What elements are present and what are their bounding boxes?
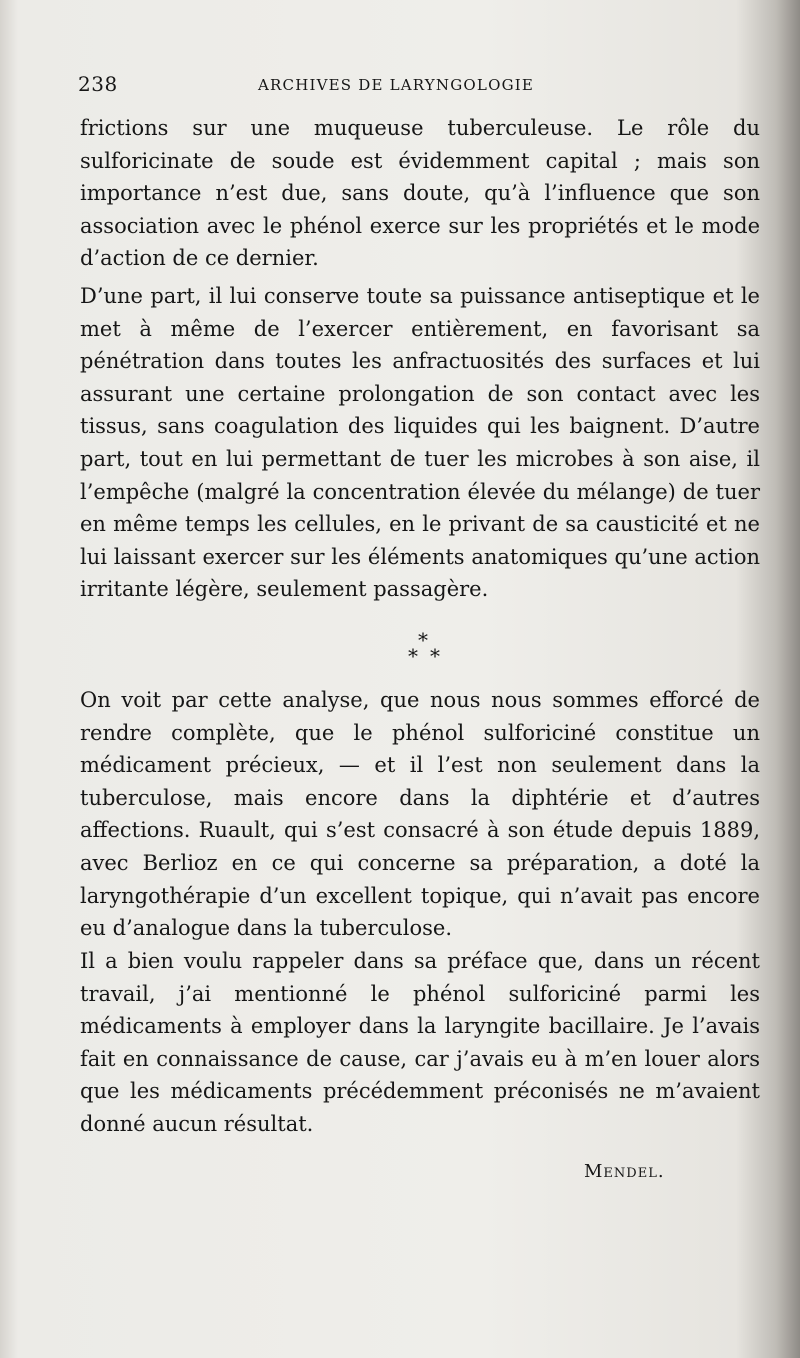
paragraph-1 bbox=[80, 112, 760, 275]
paragraph-3 bbox=[80, 684, 760, 945]
separator-star: * bbox=[430, 644, 440, 668]
paragraph-text: Il a bien voulu rappeler dans sa préface que, dans un récent travail, j’ai mentionné le phénol sulforiciné parmi les médicaments à employer dans la laryngite bacillaire. Je l’avais fait en connaissance de cause, car j’avais eu à m’en louer alors que les médicaments précédemment préconisés ne m’avaient donné aucun résultat. bbox=[80, 949, 760, 1136]
paragraph-text: On voit par cette analyse, que nous nous sommes efforcé de rendre complète, que le phénol sulforiciné constitue un médicament précieux, — et il l’est non seulement dans la tuberculose, mais encore dans la diphtérie et d’autres affections. Ruault, qui s’est consacré à son étude depuis 1889, avec Berlioz en ce qui concerne sa préparation, a doté la laryngothérapie d’un excellent topique, qui n’avait pas encore eu d’analogue dans la tuberculose. bbox=[80, 688, 760, 941]
page-number: 238 bbox=[78, 72, 118, 96]
running-head: ARCHIVES DE LARYNGOLOGIE bbox=[258, 76, 535, 94]
separator-star: * bbox=[418, 628, 428, 652]
page-header bbox=[78, 72, 578, 100]
paragraph-text: frictions sur une muqueuse tuberculeuse. Le rôle du sulforicinate de soude est évidemment capital ; mais son importance n’est due, sans doute, qu’à l’influence que son association avec le phénol exerce sur les propriétés et le mode d’action de ce dernier. bbox=[80, 116, 760, 271]
separator-star: * bbox=[408, 644, 418, 668]
paragraph-text: D’une part, il lui conserve toute sa puissance antiseptique et le met à même de l’exercer entièrement, en favorisant sa pénétration dans toutes les anfractuosités des surfaces et lui assurant une certaine prolongation de son contact avec les tissus, sans coagulation des liquides qui les baignent. D’autre part, tout en lui permettant de tuer les microbes à son aise, il l’empêche (malgré la concentration élevée du mélange) de tuer en même temps les cellules, en le privant de sa causticité et ne lui laissant exercer sur les éléments anatomiques qu’une action irritante légère, seulement passagère. bbox=[80, 284, 760, 602]
paragraph-2 bbox=[80, 280, 760, 606]
section-separator bbox=[400, 628, 460, 678]
author-signature: Mendel. bbox=[584, 1161, 665, 1182]
paragraph-4 bbox=[80, 945, 760, 1141]
